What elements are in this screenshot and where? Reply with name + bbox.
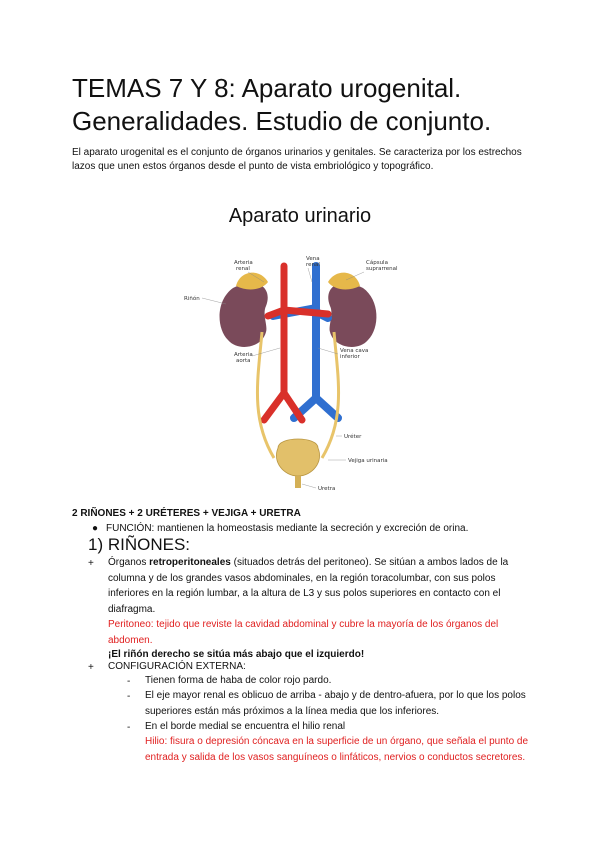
label-capsula-2: suprarrenal [366,266,398,272]
bullet-dot: ● [92,523,99,534]
label-vejiga: Vejiga urinaria [348,458,388,464]
bladder [276,439,319,476]
plus-bullet-2: + [88,662,94,673]
label-ureter: Uréter [344,434,362,440]
urinary-system-figure [178,248,418,496]
sub-item-hilio: En el borde medial se encuentra el hilio renal [145,721,346,732]
section-heading-rinones: 1) RIÑONES: [88,535,191,554]
label-rinon: Riñón [184,296,200,302]
label-vena-cava: Vena cava [340,348,369,354]
dash-bullet-1: - [127,676,131,687]
label-capsula: Cápsula [366,260,388,266]
function-text: FUNCIÓN: mantienen la homeostasis mediante la secreción y excreción de orina. [106,523,469,534]
p1-prefix: Órganos [108,557,150,568]
label-vena-renal-2: renal [306,262,320,268]
retroperitoneal-paragraph [108,555,528,617]
label-vena-renal: Vena [306,256,320,262]
label-arteria-aorta: Arteria [234,352,253,358]
right-ureter [322,332,339,458]
figure-title: Aparato urinario [228,205,372,227]
p1-bold: retroperitoneales [149,557,231,568]
rinon-derecho-note: ¡El riñón derecho se sitúa más abajo que el izquierdo! [108,649,365,660]
intro-paragraph: El aparato urogenital es el conjunto de órganos urinarios y genitales. Se caracteriza por los estrechos lazos que unen estos órganos desde el punto de vista embriológico y topográfico. [72,147,522,172]
organs-summary: 2 RIÑONES + 2 URÉTERES + VEJIGA + URETRA [72,508,301,519]
p1-rest: (situados detrás del peritoneo). Se sitúan a ambos lados de la columna y de los grandes vasos abdominales, en la región toracolumbar, con sus polos inferiores en la región lumbar, a la altura de L3 y sus polos superiores en contacto con el diafragma. [108,557,509,615]
left-ureter [257,332,274,458]
label-arteria-renal: Arteria [234,260,253,266]
left-adrenal [236,273,268,290]
plus-bullet: + [88,558,94,569]
peritoneo-definition: Peritoneo: tejido que reviste la cavidad abdominal y cubre la mayoría de los órganos del abdomen. [108,619,499,646]
hilio-definition: Hilio: fisura o depresión cóncava en la superficie de un órgano, que señala el punto de entrada y salida de los vasos sanguíneos o linfáticos, nervios o conductos secretores. [145,736,529,763]
sub-item-forma: Tienen forma de haba de color rojo pardo. [145,675,332,686]
label-vena-cava-2: inferior [340,354,360,360]
dash-bullet-2: - [127,691,131,702]
config-externa-heading: CONFIGURACIÓN EXTERNA: [108,661,246,672]
label-arteria-renal-2: renal [236,266,250,272]
label-arteria-aorta-2: aorta [236,358,251,364]
label-uretra: Uretra [318,486,336,492]
sub-item-eje: El eje mayor renal es oblicuo de arriba - abajo y de dentro-afuera, por lo que los polos superiores están más próximos a la línea media que los inferiores. [145,690,526,717]
right-adrenal [328,273,360,290]
dash-bullet-3: - [127,722,131,733]
page-title: TEMAS 7 Y 8: Aparato urogenital. Generalidades. Estudio de conjunto. [72,73,492,136]
urethra [295,476,301,488]
